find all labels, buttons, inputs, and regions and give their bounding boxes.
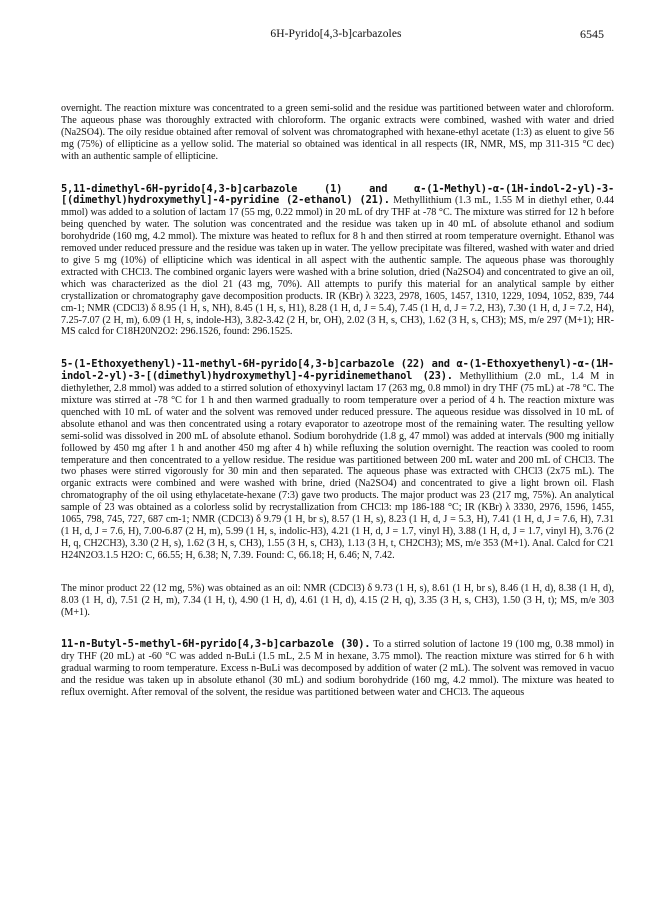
running-header-title: 6H-Pyrido[4,3-b]carbazoles (270, 28, 402, 40)
paragraph-text: Methyllithium (1.3 mL, 1.55 M in diethyl ether, 0.44 mmol) was added to a solution of lactam 17 (55 mg, 0.22 mmol) in 20 mL of dry THF at -78 °C. The mixture was stirred for 12 h before being quenched by water. The solution was concentrated and the residue was taken up in 40 mL of absolute ethanol and sodium borohydride (160 mg, 4.2 mmol). The mixture was heated to reflux for 8 h and then stirred at room temperature overnight. Ethanol was removed under reduced pressure and the residue was taken up in water. The yellow precipitate was filtered, washed with water and dried to give 5 mg (10%) of ellipticine which was identical in all aspect with the authentic sample. The aqueous phase was thoroughly extracted with CHCl3. The combined organic layers were washed with a brine solution, dried (Na2SO4) and concentrated to give an oil, which was characterized as the diol 21 (43 mg, 70%). All attempts to purify this material for an analytical sample by either crystallization or chromatography gave decomposition products. IR (KBr) λ 3223, 2978, 1605, 1457, 1310, 1229, 1094, 1052, 839, 744 cm-1; NMR (CDCl3) δ 8.95 (1 H, s, NH), 8.45 (1 H, s, H1), 8.28 (1 H, d, J = 5.4), 7.45 (1 H, d, J = 7.2, H3), 7.30 (1 H, d, J = 7.2, H4), 7.25-7.07 (2 H, m), 6.09 (1 H, s, indole-H3), 3.82-3.42 (2 H, br, OH), 2.02 (3 H, s, CH3), 1.62 (3 H, s, CH3); MS, m/e 297 (M+1); HR-MS calcd for C18H20N2O2: 296.1526, found: 296.1525. (61, 195, 614, 338)
paragraph-compound-30 (61, 639, 614, 699)
compound-heading: 5,11-dimethyl-6H-pyrido[4,3-b]carbazole (1) and α-(1-Methyl)-α-(1H-indol-2-yl)-3-[(dimethyl)hydroxymethyl]-4-pyridine (2-ethanol) (21). (61, 182, 614, 207)
compound-heading: 5-(1-Ethoxyethenyl)-11-methyl-6H-pyrido[4,3-b]carbazole (22) and α-(1-Ethoxyethenyl)-α-(1H-indol-2-yl)-3-[(dimethyl)hydroxymethyl]-4-pyridinemethanol (23). (61, 358, 614, 383)
paragraph-text: To a stirred solution of lactone 19 (100 mg, 0.38 mmol) in dry THF (20 mL) at -60 °C was added n-BuLi (1.5 mL, 2.5 M in hexane, 3.75 mmol). The reaction mixture was stirred for 6 h with gradual warming to room temperature. Excess n-BuLi was decomposed by addition of water (2 mL). The solvent was removed in vacuo and the residue was taken up in absolute ethanol (30 mL) and sodium borohydride (160 mg, 4.2 mmol). The mixture was heated to reflux overnight. After removal of the solvent, the residue was partitioned between water and CHCl3. The aqueous (61, 639, 615, 699)
paragraph-ellipticine-workup (61, 103, 614, 163)
experimental-section (61, 103, 614, 720)
page-number: 6545 (580, 27, 604, 41)
paragraph-minor-product-22 (61, 583, 614, 619)
paragraph-compound-21 (61, 184, 614, 339)
paragraph-text: overnight. The reaction mixture was concentrated to a green semi-solid and the residue was partitioned between water and chloroform. The aqueous phase was thoroughly extracted with chloroform. The organic extracts were combined, washed with water and dried (Na2SO4). The oily residue obtained after removal of solvent was chromatographed with hexane-ethyl acetate (1:3) as eluent to give 56 mg (75%) of ellipticine as a yellow solid. The material so obtained was identical in all respects (IR, NMR, MS, mp 311-315 °C dec) with an authentic sample of ellipticine. (61, 103, 614, 162)
paragraph-compounds-22-23 (61, 359, 614, 561)
paragraph-text: Methyllithium (2.0 mL, 1.4 M in diethylether, 2.8 mmol) was added to a stirred solution of ethoxyvinyl lactam 17 (263 mg, 0.8 mmol) in dry THF (75 mL) at -78 °C. The mixture was stirred at -78 °C for 1 h and then warmed gradually to room temperature over a period of 4 h. The reaction mixture was quenched with 10 mL of water and the solvent was removed under reduced pressure. The aqueous residue was dissolved in 10 mL of absolute ethanol and was then concentrated using a rotary evaporator to azeotrope most of the remaining water. The resulting yellow semi-solid was dissolved in 200 mL of absolute ethanol. Sodium borohydride (1.8 g, 47 mmol) was added at intervals (900 mg initially followed by 450 mg after 1 h and another 450 mg after 4 h) while refluxing the solution overnight. The reaction was cooled to room temperature and then concentrated to a yellow residue. The residue was partitioned between 200 mL water and 200 mL of CHCl3. The two phases were stirred vigorously for 30 min and then separated. The aqueous phase was extracted with CHCl3 (2x75 mL). The organic extracts were combined and were washed with brine, dried (Na2SO4) and concentrated to give a light brown oil. Flash chromatography of the oil using ethylacetate-hexane (7:3) gave two products. The major product was 23 (217 mg, 75%). An analytical sample of 23 was obtained as a colorless solid by recrystallization from CHCl3: mp 186-188 °C; IR (KBr) λ 3330, 2976, 1596, 1455, 1065, 798, 745, 727, 687 cm-1; NMR (CDCl3) δ 9.79 (1 H, br s), 8.57 (1 H, s), 8.23 (1 H, d, J = 5.3, H), 7.41 (1 H, d, J = 7.6, H), 7.31 (1 H, d, J = 7.6, H), 7.00-6.87 (2 H, m), 5.99 (1 H, s, indolic-H3), 4.21 (1 H, d, J = 1.7, vinyl H), 3.88 (1 H, d, J = 1.7, vinyl H), 3.76 (2 H, q, CH2CH3), 3.30 (2 H, s), 1.62 (3 H, s, CH3), 1.55 (3 H, s, CH3), 1.13 (3 H, t, CH2CH3); MS, m/e 353 (M+1). Anal. Calcd for C21 H24N2O3.1.5 H2O: C, 66.55; H, 6.38; N, 7.39. Found: C, 66.18; H, 6.46; N, 7.42. (61, 371, 614, 561)
paragraph-text: The minor product 22 (12 mg, 5%) was obtained as an oil: NMR (CDCl3) δ 9.73 (1 H, s), 8.61 (1 H, br s), 8.46 (1 H, d), 8.38 (1 H, d), 8.03 (1 H, d), 7.51 (2 H, m), 7.34 (1 H, t), 4.90 (1 H, d), 4.61 (1 H, d), 4.15 (2 H, q), 3.35 (3 H, s, CH3), 1.50 (3 H, t); MS, m/e 303 (M+1). (61, 582, 614, 618)
compound-heading: 11-n-Butyl-5-methyl-6H-pyrido[4,3-b]carbazole (30). (61, 638, 371, 651)
